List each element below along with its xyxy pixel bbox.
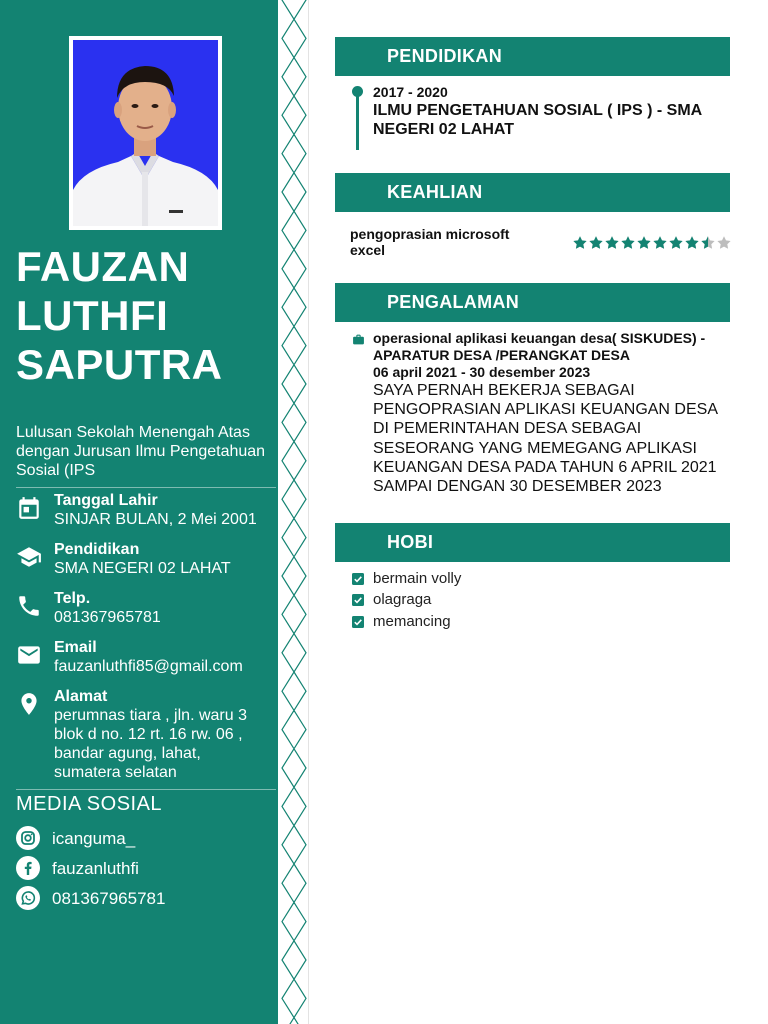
- contact-value[interactable]: fauzanluthfi85@gmail.com: [54, 658, 243, 675]
- contact-address: [16, 687, 278, 785]
- skill-name: pengoprasian microsoft excel: [350, 226, 510, 258]
- education-years: 2017 - 2020: [373, 84, 448, 100]
- contact-label: Tanggal Lahir: [54, 492, 158, 509]
- rating-star-icon: [588, 235, 604, 251]
- checkbox-checked-icon: [352, 616, 364, 628]
- rating-star-icon: [604, 235, 620, 251]
- contact-label: Alamat: [54, 688, 108, 705]
- timeline-line: [356, 92, 359, 150]
- diamond-pattern: [279, 0, 309, 1024]
- section-header-skills: KEAHLIAN: [335, 173, 730, 212]
- contact-label: Email: [54, 639, 97, 656]
- rating-star-icon: [652, 235, 668, 251]
- contact-phone: [16, 589, 278, 629]
- contact-label: Telp.: [54, 590, 91, 607]
- address-line: blok d no. 12 rt. 16 rw. 06 ,: [54, 726, 243, 743]
- social-facebook[interactable]: [16, 856, 266, 882]
- section-header-hobbies: HOBI: [335, 523, 730, 562]
- name-line: SAPUTRA: [16, 341, 223, 388]
- hobby-label: memancing: [373, 613, 451, 630]
- contact-value: SINJAR BULAN, 2 Mei 2001: [54, 511, 257, 528]
- calendar-icon: [16, 495, 42, 521]
- job-description: SAYA PERNAH BEKERJA SEBAGAI PENGOPRASIAN APLIKASI KEUANGAN DESA DI PEMERINTAHAN DESA SEBAGAI SESEORANG YANG MEMEGANG APLIKASI KEUANGAN DESA PADA TAHUN 6 APRIL 2021 SAMPAI DENGAN 30 DESEMBER 2023: [373, 382, 718, 496]
- section-header-education: PENDIDIKAN: [335, 37, 730, 76]
- job-dates: 06 april 2021 - 30 desember 2023: [373, 364, 591, 380]
- sidebar: [0, 0, 278, 1024]
- contact-value[interactable]: 081367965781: [54, 609, 161, 626]
- phone-icon: [16, 593, 42, 619]
- hobby-label: bermain volly: [373, 570, 462, 587]
- profile-summary: Lulusan Sekolah Menengah Atas dengan Jurusan Ilmu Pengetahuan Sosial (IPS: [16, 424, 266, 479]
- email-icon: [16, 642, 42, 668]
- divider-line: [16, 789, 276, 790]
- facebook-icon: [16, 856, 40, 880]
- hobby-label: olagraga: [373, 591, 432, 608]
- briefcase-icon: [352, 333, 365, 346]
- name-line: LUTHFI: [16, 292, 169, 339]
- full-name: [16, 242, 266, 389]
- profile-photo: [69, 36, 222, 230]
- social-handle[interactable]: 081367965781: [52, 889, 166, 908]
- rating-star-icon: [684, 235, 700, 251]
- contact-label: Pendidikan: [54, 541, 140, 558]
- contact-education: [16, 540, 278, 580]
- checkbox-checked-icon: [352, 594, 364, 606]
- hobby-item: [352, 591, 652, 609]
- social-instagram[interactable]: [16, 826, 266, 852]
- hobby-item: [352, 613, 652, 631]
- hobby-item: [352, 570, 652, 588]
- address-line: bandar agung, lahat,: [54, 745, 201, 762]
- diamond-lattice: [282, 0, 306, 1024]
- whatsapp-icon: [16, 886, 40, 910]
- checkbox-checked-icon: [352, 573, 364, 585]
- education-school: ILMU PENGETAHUAN SOSIAL ( IPS ) - SMA NEGERI 02 LAHAT: [373, 102, 702, 138]
- social-media-title: MEDIA SOSIAL: [16, 793, 163, 815]
- name-line: FAUZAN: [16, 243, 190, 290]
- social-handle[interactable]: icanguma_: [52, 829, 136, 848]
- contact-value: SMA NEGERI 02 LAHAT: [54, 560, 231, 577]
- divider-line: [16, 487, 276, 488]
- instagram-icon: [16, 826, 40, 850]
- timeline-dot: [352, 86, 363, 97]
- rating-star-icon: [572, 235, 588, 251]
- section-header-experience: PENGALAMAN: [335, 283, 730, 322]
- rating-star-icon: [636, 235, 652, 251]
- rating-star-icon: [620, 235, 636, 251]
- address-line: perumnas tiara , jln. waru 3: [54, 707, 247, 724]
- job-title: operasional aplikasi keuangan desa( SISKUDES) - APARATUR DESA /PERANGKAT DESA: [373, 330, 706, 363]
- rating-star-icon: [716, 235, 732, 251]
- rating-star-icon: [668, 235, 684, 251]
- diamond-pattern-divider: [279, 0, 309, 1024]
- contact-birthdate: [16, 491, 278, 531]
- rating-star-icon: [700, 235, 716, 251]
- location-pin-icon: [16, 691, 42, 717]
- graduation-cap-icon: [16, 544, 42, 570]
- address-line: sumatera selatan: [54, 764, 177, 781]
- contact-email: [16, 638, 278, 678]
- person-portrait-icon: [73, 40, 218, 226]
- social-whatsapp[interactable]: [16, 886, 266, 912]
- social-handle[interactable]: fauzanluthfi: [52, 859, 139, 878]
- skill-rating: [572, 235, 732, 251]
